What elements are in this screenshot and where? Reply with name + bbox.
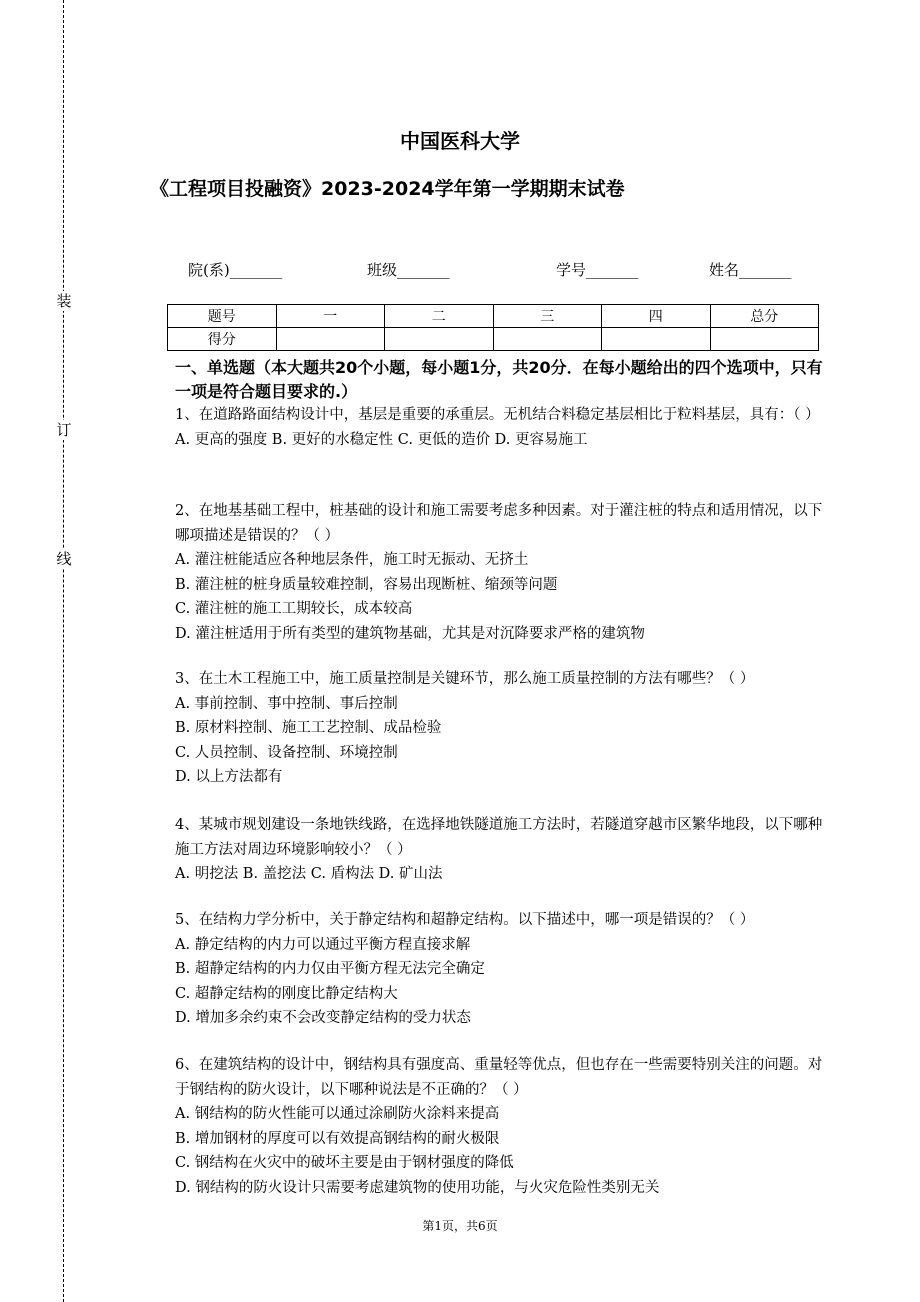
question-2 <box>175 499 825 646</box>
question-5 <box>175 908 825 1031</box>
question-option: A. 明挖法 B. 盖挖法 C. 盾构法 D. 矿山法 <box>175 866 443 882</box>
question-stem: 5、在结构力学分析中，关于静定结构和超静定结构。以下描述中，哪一项是错误的？（ ） <box>175 912 755 928</box>
binding-char-xian: 线 <box>56 550 72 568</box>
question-option: C. 灌注桩的施工工期较长，成本较高 <box>175 601 413 617</box>
score-table-cell: 总分 <box>710 305 819 328</box>
question-option: B. 超静定结构的内力仅由平衡方程无法完全确定 <box>175 961 485 977</box>
question-option: B. 增加钢材的厚度可以有效提高钢结构的耐火极限 <box>175 1130 500 1147</box>
score-table-score-row <box>168 328 819 351</box>
question-option: D. 灌注桩适用于所有类型的建筑物基础，尤其是对沉降要求严格的建筑物 <box>175 625 645 642</box>
student-id-field: 学号_______ <box>556 261 639 279</box>
score-table-cell: 题号 <box>168 305 277 328</box>
page-indicator: 第1页，共6页 <box>422 1219 498 1233</box>
score-table-header-row <box>168 305 819 328</box>
question-option: A. 静定结构的内力可以通过平衡方程直接求解 <box>175 936 471 953</box>
binding-char-zhuang: 装 <box>56 292 72 310</box>
question-option: C. 人员控制、设备控制、环境控制 <box>175 744 398 761</box>
question-6 <box>175 1053 825 1200</box>
score-table-cell <box>710 328 819 351</box>
question-option: D. 钢结构的防火设计只需要考虑建筑物的使用功能，与火灾危险性类别无关 <box>175 1179 660 1196</box>
question-option: D. 以上方法都有 <box>175 769 283 785</box>
question-option: B. 灌注桩的桩身质量较难控制，容易出现断桩、缩颈等问题 <box>175 576 558 593</box>
binding-char-ding: 订 <box>56 421 72 439</box>
question-stem: 4、某城市规划建设一条地铁线路，在选择地铁隧道施工方法时，若隧道穿越市区繁华地段，以下哪种施工方法对周边环境影响较小？（ ） <box>175 817 823 858</box>
question-option: A. 灌注桩能适应各种地层条件，施工时无振动、无挤土 <box>175 552 529 568</box>
question-stem: 1、在道路路面结构设计中，基层是重要的承重层。无机结合料稳定基层相比于粒料基层，具有：（ ） <box>175 407 820 423</box>
question-option: C. 超静定结构的刚度比静定结构大 <box>175 985 398 1002</box>
score-table-cell <box>276 328 385 351</box>
score-table-cell: 一 <box>276 305 385 328</box>
score-table-cell: 三 <box>493 305 602 328</box>
name-field: 姓名_______ <box>709 261 792 279</box>
question-stem: 2、在地基基础工程中，桩基础的设计和施工需要考虑多种因素。对于灌注桩的特点和适用情况，以下哪项描述是错误的？（ ） <box>175 503 823 544</box>
question-stem: 3、在土木工程施工中，施工质量控制是关键环节，那么施工质量控制的方法有哪些？（ ） <box>175 671 755 687</box>
section-heading: 一、单选题（本大题共20个小题，每小题1分，共20分．在每小题给出的四个选项中，只有一项是符合题目要求的.） <box>175 358 823 401</box>
score-table-cell <box>602 328 711 351</box>
question-option: C. 钢结构在火灾中的破坏主要是由于钢材强度的降低 <box>175 1155 514 1171</box>
department-field: 院(系)_______ <box>188 261 283 279</box>
binding-dashed-line <box>63 0 64 1302</box>
score-table-cell: 得分 <box>168 328 277 351</box>
question-option: A. 钢结构的防火性能可以通过涂刷防火涂料来提高 <box>175 1106 500 1122</box>
question-option: B. 原材料控制、施工工艺控制、成品检验 <box>175 720 442 736</box>
question-stem: 6、在建筑结构的设计中，钢结构具有强度高、重量轻等优点，但也存在一些需要特别关注的问题。对于钢结构的防火设计，以下哪种说法是不正确的？（ ） <box>175 1057 823 1098</box>
score-table-cell: 二 <box>385 305 494 328</box>
score-table-cell <box>385 328 494 351</box>
question-option: A. 更高的强度 B. 更好的水稳定性 C. 更低的造价 D. 更容易施工 <box>175 431 588 448</box>
university-title: 中国医科大学 <box>400 129 520 153</box>
question-4 <box>175 813 825 887</box>
question-option: D. 增加多余约束不会改变静定结构的受力状态 <box>175 1010 471 1026</box>
score-table-cell <box>493 328 602 351</box>
question-3 <box>175 667 825 790</box>
exam-title: 《工程项目投融资》2023-2024学年第一学期期末试卷 <box>150 178 625 200</box>
score-table-cell: 四 <box>602 305 711 328</box>
class-field: 班级_______ <box>367 261 450 279</box>
question-1 <box>175 403 825 452</box>
score-table <box>167 304 819 351</box>
question-option: A. 事前控制、事中控制、事后控制 <box>175 695 398 712</box>
